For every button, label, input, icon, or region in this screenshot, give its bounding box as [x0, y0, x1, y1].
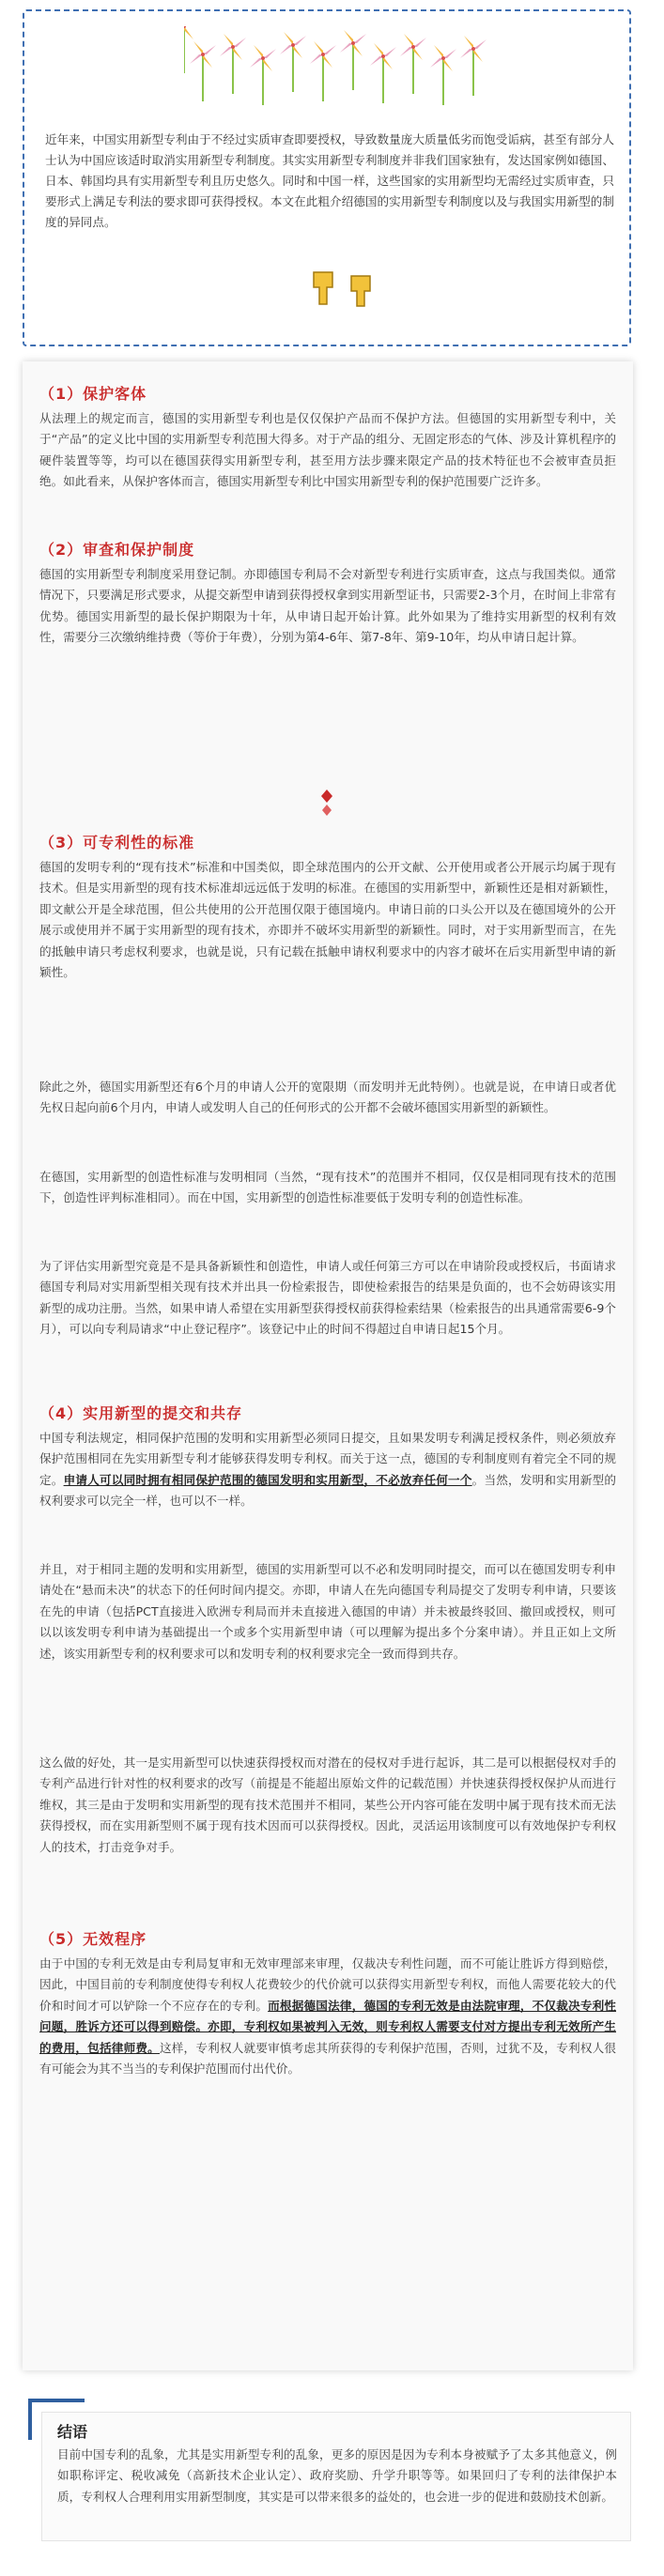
section-3-paragraph-1: 德国的发明专利的“现有技术”标准和中国类似，即全球范围内的公开文献、公开使用或者公开展示均属于现有技术。但是实用新型的现有技术标准却远远低于发明的标准。在德国的实用新型中，新颖性还是相对新颖性，即文献公开是全球范围，但公共使用的公开范围仅限于德国境内。申请日前的口头公开以及在德国境外的公开展示或使用并不属于实用新型的现有技术，亦即并不破坏实用新型的新颖性。同时，对于实用新型而言，在先的抵触申请只考虑权利要求，也就是说，只有记载在抵触申请权利要求中的内容才破坏在后实用新型申请的新颖性。 [39, 860, 616, 980]
conclusion-title: 结语 [57, 2423, 88, 2441]
section-title-4: （4）实用新型的提交和共存 [39, 1404, 243, 1422]
intro-text: 近年来，中国实用新型专利由于不经过实质审查即要授权，导致数量庞大质量低劣而饱受诟病，甚至有部分人士认为中国应该适时取消实用新型专利制度。其实实用新型专利制度并非我们国家独有，发达国家例如德国、日本、韩国均具有实用新型专利且历史悠久。同时和中国一样，这些国家的实用新型均无需经过实质审查，只要形式上满足专利法的要求即可获得授权。本文在此粗介绍德国的实用新型专利制度以及与我国实用新型的制度的异同点。 [45, 132, 614, 229]
highlighted-statement: 而根据德国法律，德国的专利无效是由法院审理，不仅裁决专利性问题，胜诉方还可以得到赔偿。亦即，专利权如果被判入无效，则专利权人需要支付对方提出专利无效所产生的费用，包括律师费。 [39, 1998, 617, 2055]
section-4-paragraph-3: 这么做的好处，其一是实用新型可以快速获得授权而对潜在的侵权对手进行起诉，其二是可以根据侵权对手的专利产品进行针对性的权利要求的改写（前提是不能超出原始文件的记载范围）并快速获得授权保护从而进行维权，其三是由于发明和实用新型的现有技术范围并不相同，某些公开内容可能在发明中属于现有技术而无法获得授权，而在实用新型则不属于现有技术因而可以获得授权。因此，灵活运用该制度可以有效地保护专利权人的技术，打击竞争对手。 [39, 1756, 616, 1854]
conclusion-accent-line [28, 2399, 85, 2402]
section-4-paragraph-1: 中国专利法规定，相同保护范围的发明和实用新型必须同日提交，且如果发明专利满足授权条件，则必须放弃保护范围相同在先实用新型专利才能够获得发明专利权。而关于这一点，德国的专利制度则有着完全不同的规定。申请人可以同时拥有相同保护范围的德国发明和实用新型，不必放弃任何一个。当然，发明和实用新型的权利要求可以完全一样，也可以不一样。 [39, 1431, 617, 1509]
conclusion-accent-bar [28, 2399, 32, 2440]
section-1-paragraph: 从法理上的规定而言，德国的实用新型专利也是仅仅保护产品而不保护方法。但德国的实用新型专利中，关于“产品”的定义比中国的实用新型专利范围大得多。对于产品的组分、无固定形态的气体、涉及计算机程序的硬件装置等等，均可以在德国获得实用新型专利，甚至用方法步骤来限定产品的技术特征也不会被审查员拒绝。如此看来，从保护客体而言，德国实用新型专利比中国实用新型专利的保护范围要广泛许多。 [39, 411, 616, 489]
pinwheel-decoration-icon [184, 26, 494, 109]
section-title-2: （2）审查和保护制度 [39, 541, 195, 559]
section-title-3: （3）可专利性的标准 [39, 834, 195, 851]
section-title-5: （5）无效程序 [39, 1930, 147, 1948]
diamond-divider-icon [317, 790, 336, 818]
section-5-paragraph: 由于中国的专利无效是由专利局复审和无效审理部来审理，仅裁决专利性问题，而不可能让胜诉方得到赔偿，因此，中国目前的专利制度使得专利权人花费较少的代价就可以获得实用新型专利权，而他人需要花较大的代价和时间才可以铲除一个不应存在的专利。而根据德国法律，德国的专利无效是由法院审理，不仅裁决专利性问题，胜诉方还可以得到赔偿。亦即，专利权如果被判入无效，则专利权人需要支付对方提出专利无效所产生的费用，包括律师费。这样，专利权人就要审慎考虑其所获得的专利保护范围，否则，过犹不及，专利权人很有可能会为其不当当的专利保护范围而付出代价。 [39, 1956, 617, 2077]
conclusion-panel [41, 2412, 631, 2541]
conclusion-box [28, 2399, 629, 2539]
intro-box [23, 9, 631, 346]
conclusion-text: 目前中国专利的乱象，尤其是实用新型专利的乱象，更多的原因是因为专利本身被赋予了太多其他意义，例如职称评定、税收减免（高新技术企业认定）、政府奖励、升学升职等等。如果回归了专利的法律保护本质，专利权人合理利用实用新型制度，其实是可以带来很多的益处的，也会进一步的促进和鼓励技术创新。 [57, 2447, 617, 2504]
section-title-1: （1）保护客体 [39, 385, 147, 403]
section-3-paragraph-3: 在德国，实用新型的创造性标准与发明相同（当然，“现有技术”的范围并不相同，仅仅是相同现有技术的范围下，创造性评判标准相同）。而在中国，实用新型的创造性标准要低于发明专利的创造性标准。 [39, 1170, 616, 1205]
highlighted-statement: 申请人可以同时拥有相同保护范围的德国发明和实用新型，不必放弃任何一个 [63, 1472, 472, 1487]
main-article-card [23, 361, 633, 2370]
section-3-paragraph-2: 除此之外，德国实用新型还有6个月的申请人公开的宽限期（而发明并无此特例）。也就是说，在申请日或者优先权日起向前6个月内，申请人或发明人自己的任何形式的公开都不会破坏德国实用新型的新颖性。 [39, 1080, 616, 1115]
section-3-paragraph-4: 为了评估实用新型究竟是不是具备新颖性和创造性，申请人或任何第三方可以在申请阶段或授权后，书面请求德国专利局对实用新型相关现有技术并出具一份检索报告，即使检索报告的结果是负面的，也不会妨碍该实用新型的成功注册。当然，如果申请人希望在实用新型获得授权前获得检索结果（检索报告的出具通常需要6-9个月），可以向专利局请求“中止登记程序”。该登记中止的时间不得超过自申请日起15个月。 [39, 1259, 616, 1337]
section-4-paragraph-2: 并且，对于相同主题的发明和实用新型，德国的实用新型可以不必和发明同时提交，而可以在德国发明专利申请处在“悬而未决”的状态下的任何时间内提交。亦即，申请人在先向德国专利局提交了发明专利申请，只要该在先的申请（包括PCT直接进入欧洲专利局而并未直接进入德国的申请）并未被最终驳回、撤回或授权，则可以以该发明专利申请为基础提出一个或多个实用新型申请（可以理解为提出多个分案申请）。并且正如上文所述，该实用新型专利的权利要求可以和发明专利的权利要求完全一致而得到共存。 [39, 1562, 616, 1661]
pointing-hands-icon [306, 267, 381, 310]
section-2-paragraph: 德国的实用新型专利制度采用登记制。亦即德国专利局不会对新型专利进行实质审查，这点与我国类似。通常情况下，只要满足形式要求，从提交新型申请到获得授权拿到实用新型证书，只需要2-3个月，在时间上非常有优势。德国实用新型的最长保护期限为十年，从申请日起开始计算。此外如果为了维持实用新型的权利有效性，需要分三次缴纳维持费（等价于年费），分别为第4-6年、第7-8年、第9-10年，均从申请日起计算。 [39, 567, 616, 645]
